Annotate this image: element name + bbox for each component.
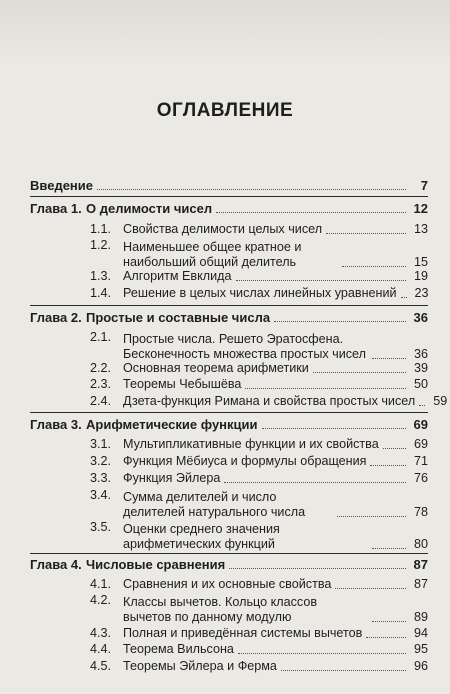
- dot-leader: [401, 297, 407, 298]
- divider: [30, 305, 428, 306]
- chapter-number: Глава 3.: [30, 417, 82, 432]
- section-title: Основная теорема арифметики: [123, 361, 309, 375]
- toc-chapter[interactable]: [30, 557, 428, 572]
- toc-page-number: 69: [413, 417, 428, 432]
- dot-leader: [97, 189, 406, 190]
- chapter-title: Числовые сравнения: [86, 557, 226, 572]
- toc-section[interactable]: [90, 286, 428, 301]
- toc-section[interactable]: [90, 520, 428, 552]
- toc-section[interactable]: [90, 642, 428, 657]
- dot-leader: [236, 280, 406, 281]
- toc-section[interactable]: [90, 330, 428, 362]
- toc-page-number: 13: [413, 222, 428, 236]
- section-number: 3.5.: [90, 520, 112, 534]
- chapter-number: Глава 1.: [30, 201, 82, 216]
- dot-leader: [274, 321, 406, 322]
- toc-section[interactable]: [90, 488, 428, 520]
- toc-page-number: 50: [413, 377, 428, 391]
- section-number: 2.3.: [90, 377, 112, 391]
- dot-leader: [342, 266, 406, 267]
- toc-page-number: 78: [413, 505, 428, 519]
- toc-section[interactable]: [90, 238, 428, 270]
- toc-section[interactable]: [90, 361, 428, 376]
- toc-section[interactable]: [90, 269, 428, 284]
- toc-page-number: 36: [413, 347, 428, 361]
- section-title: Мультипликативные функции и их свойства: [123, 437, 379, 451]
- toc-page-number: 95: [413, 642, 428, 656]
- toc-page-number: 36: [413, 310, 428, 325]
- dot-leader: [216, 212, 406, 213]
- toc-section[interactable]: [90, 377, 428, 392]
- chapter-number: Глава 2.: [30, 310, 82, 325]
- dot-leader: [383, 448, 406, 449]
- page-title: ОГЛАВЛЕНИЕ: [156, 100, 294, 121]
- section-title: Свойства делимости целых чисел: [123, 222, 323, 236]
- dot-leader: [372, 548, 406, 549]
- toc-chapter[interactable]: [30, 310, 428, 325]
- section-number: 4.5.: [90, 659, 112, 673]
- section-title: Простые числа. Решето Эратосфена. Бесконечность множества простых чисел: [123, 332, 366, 361]
- dot-leader: [229, 568, 406, 569]
- toc-page-number: 19: [413, 269, 428, 283]
- toc-page-number: 80: [413, 537, 428, 551]
- section-number: 2.1.: [90, 330, 112, 344]
- toc-section[interactable]: [90, 577, 428, 592]
- dot-leader: [372, 358, 406, 359]
- toc-page-number: 59: [433, 394, 448, 408]
- toc-section[interactable]: [90, 659, 428, 674]
- dot-leader: [224, 482, 406, 483]
- divider: [30, 412, 428, 413]
- section-number: 4.1.: [90, 577, 112, 591]
- toc-intro[interactable]: [30, 178, 428, 193]
- section-title: Функция Мёбиуса и формулы обращения: [123, 454, 367, 468]
- section-title: Алгоритм Евклида: [123, 269, 232, 283]
- dot-leader: [370, 465, 406, 466]
- section-title: Решение в целых числах линейных уравнений: [123, 286, 397, 300]
- toc-page-number: 15: [413, 255, 428, 269]
- divider: [30, 553, 428, 554]
- dot-leader: [245, 388, 406, 389]
- toc-page-number: 87: [413, 557, 428, 572]
- section-title: Теоремы Чебышёва: [123, 377, 242, 391]
- section-number: 1.2.: [90, 238, 112, 252]
- toc-page-number: 94: [413, 626, 428, 640]
- dot-leader: [281, 670, 406, 671]
- dot-leader: [326, 233, 406, 234]
- toc-page-number: 39: [413, 361, 428, 375]
- divider: [30, 196, 428, 197]
- section-title: Оценки среднего значения арифметических функций: [123, 522, 280, 551]
- toc-section[interactable]: [90, 471, 428, 486]
- dot-leader: [238, 653, 406, 654]
- toc-intro-label: Введение: [30, 178, 93, 193]
- section-number: 1.4.: [90, 286, 112, 300]
- toc-page-number: 12: [413, 201, 428, 216]
- toc-page-number: 96: [413, 659, 428, 673]
- section-title: Сумма делителей и число делителей натурального числа: [123, 490, 306, 519]
- section-title: Функция Эйлера: [123, 471, 221, 485]
- toc-section[interactable]: [90, 222, 428, 237]
- section-number: 1.1.: [90, 222, 112, 236]
- section-title: Теорема Вильсона: [123, 642, 234, 656]
- chapter-title: О делимости чисел: [86, 201, 213, 216]
- toc-section[interactable]: [90, 394, 448, 409]
- section-title: Наименьшее общее кратное и наибольший общий делитель: [123, 240, 302, 269]
- section-number: 3.3.: [90, 471, 112, 485]
- toc-page-number: 69: [413, 437, 428, 451]
- toc-section[interactable]: [90, 454, 428, 469]
- section-number: 3.2.: [90, 454, 112, 468]
- toc-chapter[interactable]: [30, 417, 428, 432]
- dot-leader: [419, 405, 425, 406]
- dot-leader: [313, 372, 406, 373]
- chapter-title: Арифметические функции: [86, 417, 258, 432]
- section-number: 2.2.: [90, 361, 112, 375]
- toc-chapter[interactable]: [30, 201, 428, 216]
- toc-page-number: 71: [413, 454, 428, 468]
- toc-page-number: 89: [413, 610, 428, 624]
- facing-page-bleed: [0, 0, 450, 66]
- toc-page-number: 23: [414, 286, 429, 300]
- section-number: 1.3.: [90, 269, 112, 283]
- section-title: Классы вычетов. Кольцо классов вычетов по данному модулю: [123, 595, 318, 624]
- dot-leader: [337, 516, 406, 517]
- section-title: Сравнения и их основные свойства: [123, 577, 332, 591]
- section-title: Теоремы Эйлера и Ферма: [123, 659, 277, 673]
- section-title: Полная и приведённая системы вычетов: [123, 626, 363, 640]
- chapter-title: Простые и составные числа: [86, 310, 271, 325]
- dot-leader: [366, 637, 406, 638]
- section-number: 4.4.: [90, 642, 112, 656]
- section-number: 3.4.: [90, 488, 112, 502]
- section-number: 2.4.: [90, 394, 112, 408]
- toc-section[interactable]: [90, 593, 428, 625]
- dot-leader: [372, 621, 406, 622]
- toc-section[interactable]: [90, 437, 428, 452]
- toc-page-number: 7: [420, 178, 428, 193]
- chapter-number: Глава 4.: [30, 557, 82, 572]
- section-title: Дзета-функция Римана и свойства простых чисел: [123, 394, 416, 408]
- section-number: 4.3.: [90, 626, 112, 640]
- section-number: 3.1.: [90, 437, 112, 451]
- section-number: 4.2.: [90, 593, 112, 607]
- toc-section[interactable]: [90, 626, 428, 641]
- toc-page-number: 87: [413, 577, 428, 591]
- dot-leader: [335, 588, 406, 589]
- toc-page-number: 76: [413, 471, 428, 485]
- dot-leader: [262, 428, 406, 429]
